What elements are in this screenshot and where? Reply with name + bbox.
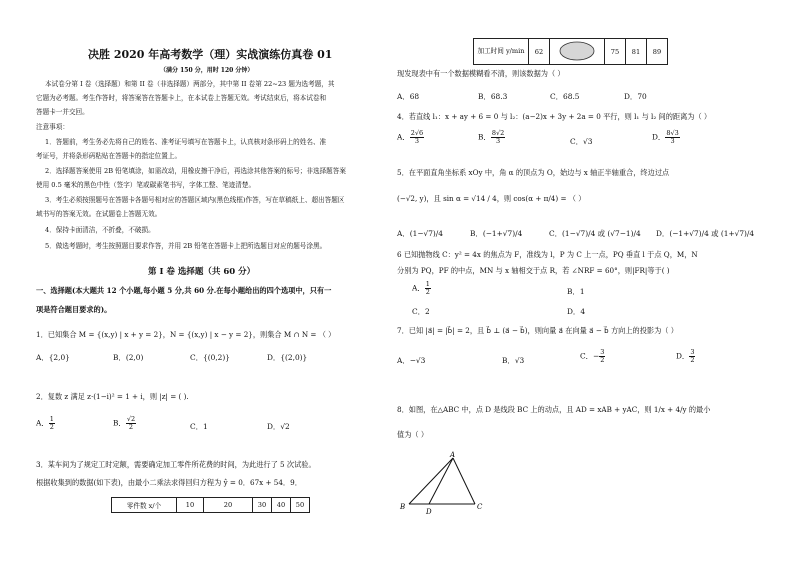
- q8-line-2: 值为（ ）: [397, 430, 429, 439]
- q3-y-value: 62: [529, 39, 550, 65]
- q3-x-value: 10: [177, 498, 204, 513]
- q1-option-c: C．{(0,2)}: [190, 353, 230, 362]
- q7-option-b: B．√3: [502, 356, 525, 365]
- q2-option-b: B． $\frac{√2}{2}$: [113, 415, 136, 431]
- notice-line-3: 2．选择题答案使用 2B 铅笔填涂，如需改动，用橡皮擦干净后，再选涂其他答案的标号；非选择题答案: [45, 167, 346, 175]
- q1-option-a: A．{2,0}: [36, 353, 70, 362]
- q3-x-label: 零件数 x/个: [112, 498, 177, 513]
- notice-line-6: 域书写的答案无效。在试题卷上答题无效。: [36, 210, 162, 218]
- q3-continued: 现发现表中有一个数据模糊看不清，则该数据为（ ）: [397, 69, 565, 78]
- q5-line-1: 5．在平面直角坐标系 xOy 中，角 α 的顶点为 O，始边与 x 轴正半轴重合，终边过点: [397, 168, 670, 177]
- blurred-data-ellipse: [558, 41, 596, 61]
- q4-option-b: B． $\frac{8√2}{3}$: [478, 129, 505, 145]
- q6-option-b: B．1: [567, 287, 585, 296]
- q3-y-label: 加工时间 y/min: [474, 39, 529, 65]
- part-one-heading-line1: 一、选择题(本大题共 12 个小题,每小题 5 分,共 60 分.在每小题给出的四个选项中，只有一: [36, 286, 332, 295]
- side-ab: [409, 458, 453, 504]
- section-title: 第 I 卷 选择题（共 60 分）: [148, 267, 256, 277]
- q7-option-a: A．−√3: [397, 356, 426, 365]
- q4-stem: 4．若直线 l₁：x + ay + 6 = 0 与 l₂：(a−2)x + 3y + 2a = 0 平行，则 l₁ 与 l₂ 间的距离为（ ）: [397, 112, 712, 121]
- paper-subtitle: （满分 150 分，用时 120 分钟）: [160, 67, 254, 74]
- q3-x-value: 50: [291, 498, 310, 513]
- q3-option-a: A．68: [397, 92, 420, 101]
- label-d: D: [426, 508, 432, 516]
- intro-line-2: 它题为必考题。考生作答时，将答案答在答题卡上，在本试卷上答题无效。考试结束后，将本试卷和: [36, 94, 327, 102]
- q5-line-2: (−√2, y)，且 sin α = √14 / 4，则 cos(α + π/4) = （ ）: [397, 194, 586, 203]
- q5-option-d: D．(−1+√7)/4 或 (1+√7)/4: [656, 229, 755, 238]
- notice-line-1: 1．答题前，考生务必先将自己的姓名、准考证号填写在答题卡上，认真核对条形码上的姓名、准: [45, 138, 327, 146]
- notice-line-8: 5．做选考题时，考生按照题目要求作答，并用 2B 铅笔在答题卡上把所选题目对应的题号涂黑。: [45, 242, 327, 250]
- q3-option-c: C．68.5: [550, 92, 580, 101]
- paper-title: 决胜 2020 年高考数学（理）实战演练仿真卷 01: [88, 48, 333, 61]
- q1-option-b: B．(2,0): [113, 353, 144, 362]
- q2-option-a: A． $\frac{1}{2}$: [36, 415, 54, 431]
- q4-option-c: C．√3: [570, 137, 593, 146]
- q3-y-value: 81: [626, 39, 647, 65]
- label-a: A: [450, 451, 456, 459]
- q3-table-y: [473, 38, 668, 65]
- q8-line-1: 8．如图，在△ABC 中，点 D 是线段 BC 上的动点，且 AD = xAB + yAC，则 1/x + 4/y 的最小: [397, 405, 711, 414]
- notice-line-2: 考证号，并将条形码粘贴在答题卡的指定位置上。: [36, 152, 182, 160]
- q5-option-a: A．(1−√7)/4: [397, 229, 443, 238]
- q6-line-2: 分别为 PQ，PF 的中点，MN 与 x 轴相交于点 R，若 ∠NRF = 60°，则|FR|等于( ): [397, 266, 670, 275]
- q5-option-c: C．(1−√7)/4 或 (√7−1)/4: [549, 229, 641, 238]
- q7-option-d: D． $\frac{3}{2}$: [676, 348, 695, 364]
- q3-x-value: 30: [253, 498, 272, 513]
- q2-option-d: D．√2: [267, 422, 290, 431]
- intro-line-1: 本试卷分第 I 卷（选择题）和第 II 卷（非选择题）两部分，其中第 II 卷第 22~23 题为选考题，其: [45, 80, 335, 88]
- q2-option-c: C．1: [190, 422, 208, 431]
- q6-line-1: 6 已知抛物线 C：y² = 4x 的焦点为 F，准线为 l，P 为 C 上一点，PQ 垂直 l 于点 Q，M，N: [397, 250, 698, 259]
- label-b: B: [400, 503, 406, 511]
- q3-option-d: D．70: [624, 92, 647, 101]
- notice-line-4: 使用 0.5 毫米的黑色中性（签字）笔或碳素笔书写，字体工整、笔迹清楚。: [36, 181, 256, 189]
- q2-stem: 2．复数 z 满足 z·(1−i)² = 1 + i，则 |z| = ( ).: [36, 392, 189, 401]
- segment-ad: [429, 458, 453, 504]
- q3-y-value: 89: [647, 39, 668, 65]
- q3-line-1: 3．某车间为了规定工时定额，需要确定加工零件所花费的时间，为此进行了 5 次试验。: [36, 460, 316, 469]
- q3-option-b: B．68.3: [478, 92, 508, 101]
- q3-y-value: 75: [605, 39, 626, 65]
- q3-table-x: [111, 497, 310, 513]
- notice-title: 注意事项：: [36, 123, 69, 131]
- q6-option-c: C．2: [412, 307, 430, 316]
- intro-line-3: 答题卡一并交回。: [36, 108, 89, 116]
- q1-stem: 1．已知集合 M = {(x,y) | x + y = 2}，N = {(x,y) | x − y = 2}，则集合 M ∩ N = （ ）: [36, 330, 336, 339]
- q3-y-blurred-value: [550, 39, 605, 65]
- label-c: C: [477, 503, 483, 511]
- notice-line-5: 3．考生必须按照题号在答题卡各题号相对应的答题区域内(黑色线框)作答，写在草稿纸上、超出答题区: [45, 196, 345, 204]
- q3-line-2: 根据收集到的数据(如下表)，由最小二乘法求得回归方程为 ŷ = 0．67x + 54．9．: [36, 478, 302, 487]
- q6-option-d: D．4: [567, 307, 586, 316]
- q4-option-a: A． $\frac{2√6}{3}$: [397, 129, 424, 145]
- q5-option-b: B．(−1+√7)/4: [470, 229, 523, 238]
- triangle-figure: [395, 450, 495, 520]
- q7-stem: 7．已知 |a⃗| = |b⃗| = 2，且 b⃗ ⊥ (a⃗ − b⃗)，则向量 a⃗ 在向量 a⃗ − b⃗ 方向上的投影为（ ）: [397, 326, 678, 335]
- q7-option-c: C．− $\frac{3}{2}$: [580, 348, 605, 364]
- q1-option-d: D．{(2,0)}: [267, 353, 308, 362]
- q3-x-value: 40: [272, 498, 291, 513]
- notice-line-7: 4．保持卡面清洁，不折叠，不破损。: [45, 226, 155, 234]
- side-ac: [453, 458, 475, 504]
- part-one-heading-line2: 项是符合题目要求的)。: [36, 305, 112, 314]
- q3-x-value: 20: [204, 498, 253, 513]
- q4-option-d: D． $\frac{8√3}{3}$: [652, 129, 679, 145]
- q6-option-a: A． $\frac{1}{2}$: [412, 280, 430, 296]
